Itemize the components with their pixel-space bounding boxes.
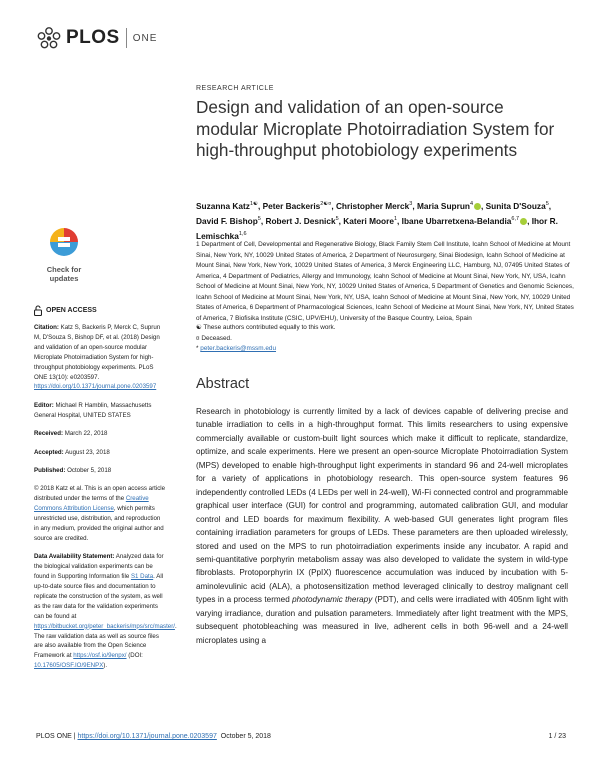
abstract-text-1: Research in photobiology is currently limited by a lack of devices capable of delivering precise and tunable irradiation to cells in a high-throughput format. This limits researchers to using expensive commercially available or custom-built light sources which make it difficult to replicate, standardize, optimize, and scale experiments. Here we present an open-source Microplate Photoirradiation System (MPS) developed to enable high-throughput light experiments in standard 96 and 24-well microplates for a variety of applications in photobiology research. This open-source system features 96 independently controlled LEDs (4 LEDs per well in 24-well), Wi-Fi connected control and programmable graphical user interface (GUI) for control and programming, automated calibration GUI, and modular control and LED boards for maximum flexibility. A web-based GUI generates light program files containing irradiation parameters for groups of LEDs. These parameters are then uploaded wirelessly, stored and used on the MPS to run photoirradiation experiments inside any incubator. A rapid and semi-quantitative porphyrin metabolism assay was also developed to validate the system in wild-type fibroblasts. Protoporphyrin IX (PpIX) fluorescence accumulation was induced by incubation with 5-aminolevulinic acid (ALA), a photosensitization method leveraged clinically to destroy malignant cell types in a process termed	[196, 407, 568, 605]
plos-wordmark: PLOS	[66, 27, 120, 48]
plos-one-logo	[36, 26, 157, 50]
plos-flower-icon	[36, 26, 62, 50]
copyright-text-1: © 2018 Katz et al. This is an open access article distributed under the terms of the	[34, 485, 166, 503]
accepted	[34, 448, 166, 458]
citation	[34, 323, 166, 392]
footer-date: October 5, 2018	[220, 733, 271, 740]
copyright	[34, 484, 166, 543]
author: David F. Bishop	[196, 215, 258, 226]
article-title: Design and validation of an open-source modular Microplate Photoirradiation System for high-throughput photobiology experiments	[196, 97, 555, 160]
author-affiliation-marker: 4	[469, 201, 474, 207]
editor-label: Editor:	[34, 401, 54, 409]
citation-label: Citation:	[34, 324, 59, 331]
published-label: Published:	[34, 466, 66, 474]
check-for-updates-badge[interactable]	[34, 224, 94, 284]
email-link[interactable]: peter.backeris@mssm.edu	[200, 345, 277, 352]
abstract-text-2: (PDT), and cells were irradiated with 405nm light with varying irradiance, duration and pulsation parameters. Immediately after light treatment with the MPS, subsequent photobleaching was measured in live, adherent cells in both 96-well and a 24-well microplates using a	[196, 595, 568, 645]
abstract-heading: Abstract	[196, 376, 250, 392]
author-affiliation-marker: 3	[409, 201, 413, 207]
author: Ibane Ubarretxena-Belandia	[401, 215, 512, 226]
received-date: March 22, 2018	[64, 430, 108, 438]
osf-doi-link[interactable]: 10.17605/OSF.IO/9ENPX	[34, 662, 104, 670]
author: Robert J. Desnick	[265, 215, 336, 226]
open-access-label	[34, 305, 97, 316]
check-for-line2: updates	[49, 274, 79, 283]
email-prefix: *	[196, 345, 201, 352]
published-date: October 5, 2018	[67, 466, 112, 474]
accepted-label: Accepted:	[34, 448, 64, 456]
license-link[interactable]: Creative Commons Attribution License	[34, 495, 149, 513]
page-footer	[36, 733, 566, 740]
abstract-italic-term: photodynamic therapy	[292, 595, 373, 605]
author-affiliation-marker: 5	[257, 215, 261, 222]
open-lock-icon	[34, 305, 42, 316]
copyright-text-2: , which permits unrestricted use, distribution, and reproduction in any medium, provided the original author and source are credited.	[34, 505, 164, 542]
deceased-note: ¤ Deceased.	[196, 334, 232, 342]
author-notes	[196, 323, 566, 355]
received-label: Received:	[34, 430, 64, 438]
published	[34, 466, 166, 476]
affiliations: 1 Department of Cell, Developmental and Regenerative Biology, Black Family Stem Cell Institute, Icahn School of Medicine at Mount Sinai, New York, NY, 10029 United States of America, 2 Department of Neurosurgery, Sinai Biodesign, Icahn School of Medicine at Mount Sinai, New York, New York, 10029 United States of America, 3 Merck Engineering LLC, Hamburg, NJ, 07495 United States of America, 4 Department of Pediatrics, Allergy and Immunology, Icahn School of Medicine at Mount Sinai, New York, NY, USA, Icahn School of Medicine at Mount Sinai, New York, NY, 10029 United States of America, 5 Department of Genetics and Genomic Sciences, Icahn School of Medicine at Mount Sinai, New York, NY, USA, Icahn School of Medicine at Mount Sinai, New York, NY, 10029 United States of America, 6 Department of Pharmacological Sciences, Icahn School of Medicine at Mount Sinai, New York, NY, United States of America, 7 Biofisika Institute (CSIC, UPV/EHU), University of the Basque Country, Leioa, Spain	[196, 241, 574, 322]
s1-data-link[interactable]: S1 Data	[130, 573, 154, 581]
data-text-5: ).	[103, 662, 108, 670]
author: Kateri Moore	[343, 215, 394, 226]
footer-separator: |	[71, 733, 78, 740]
logo-divider	[126, 28, 127, 48]
author: Peter Backeris	[262, 200, 321, 211]
author-affiliation-marker: 6,7	[511, 215, 520, 222]
data-text-3: . The raw validation data as well as source files are also available from the Open Science Framework at	[34, 622, 177, 660]
data-text-1: Analyzed data for the biological validation experiments can be found in Supporting Information file	[34, 553, 164, 581]
citation-text: Katz S, Backeris P, Merck C, Suprun M, D'Souza S, Bishop DF, et al. (2018) Design and validation of an open-source modular Microplate Photoirradiation System for high-throughput photobiology experiments. PLoS ONE 13(10): e0203597.	[34, 324, 161, 381]
crossmark-icon	[34, 224, 94, 260]
editor	[34, 401, 166, 421]
page-number: 1 / 23	[548, 733, 566, 740]
author-list: Suzanna Katz$^{1☯}$, Peter Backeris$^{2☯¤}$, Christopher Merck$^3$, Maria Suprun$^4$ , Sunita D'Souza$^5$, David F. Bishop$^5$, Robert J. Desnick$^5$, Kateri Moore$^1$, Ibane Ubarretxena-Belandia$^{6,7}$ , Ihor R. Lemischka$^{1,6}$	[196, 200, 558, 241]
article-sidebar	[34, 323, 177, 680]
article-type: RESEARCH ARTICLE	[196, 85, 274, 92]
open-access-text: OPEN ACCESS	[46, 307, 97, 314]
data-text-2: . All up-to-date source files and documentation to replicate the construction of the system, as well as the raw data for the validation experiments can be found at	[34, 573, 164, 620]
equal-contribution-note: ☯ These authors contributed equally to this work.	[196, 324, 336, 331]
author: Suzanna Katz	[196, 200, 250, 211]
journal-name: ONE	[132, 32, 158, 44]
data-availability	[34, 552, 177, 671]
author-affiliation-marker: 5	[545, 201, 549, 207]
footer-journal: PLOS ONE	[36, 733, 72, 740]
data-text-4: (DOI:	[126, 652, 143, 660]
author-affiliation-marker: 2☯¤	[320, 201, 332, 207]
orcid-icon[interactable]	[474, 203, 481, 210]
citation-doi-link[interactable]: https://doi.org/10.1371/journal.pone.0203597	[34, 383, 157, 391]
corresponding-email	[196, 344, 566, 355]
osf-link[interactable]: https://osf.io/9enpx/	[73, 652, 127, 660]
author-affiliation-marker: 1,6	[238, 230, 247, 237]
accepted-date: August 23, 2018	[65, 448, 110, 456]
check-for-line1: Check for	[46, 265, 82, 274]
author-affiliation-marker: 1☯	[249, 201, 258, 207]
footer-citation	[36, 733, 271, 740]
abstract-body	[196, 405, 568, 647]
author: Christopher Merck	[335, 200, 410, 211]
author: Maria Suprun	[416, 200, 470, 211]
author-affiliation-marker: 5	[335, 215, 339, 222]
footer-doi-link[interactable]: https://doi.org/10.1371/journal.pone.0203597	[77, 733, 217, 740]
received	[34, 429, 166, 439]
editor-text: Michael R Hamblin, Massachusetts General Hospital, UNITED STATES	[34, 401, 152, 419]
bitbucket-link[interactable]: https://bitbucket.org/peter_backeris/mps/src/master/	[34, 622, 175, 630]
data-availability-label: Data Availability Statement:	[34, 553, 115, 561]
author: Sunita D'Souza	[485, 200, 546, 211]
author-affiliation-marker: 1	[393, 215, 398, 222]
author: Ihor R. Lemischka	[196, 215, 558, 241]
orcid-icon[interactable]	[520, 218, 527, 225]
